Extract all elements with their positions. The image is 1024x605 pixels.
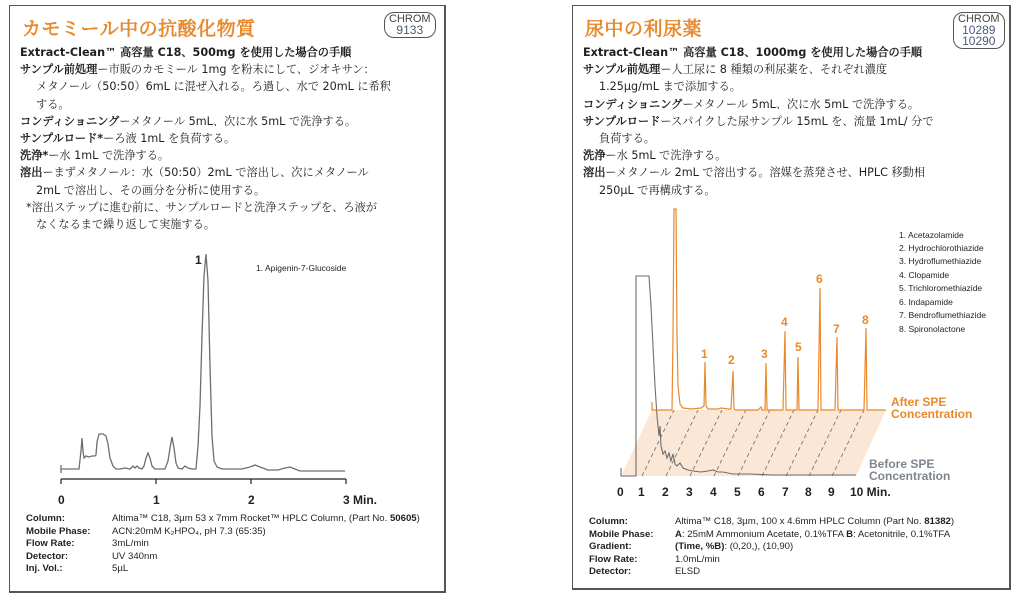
svg-text:5: 5 <box>795 340 802 354</box>
svg-text:6: 6 <box>758 485 765 499</box>
conditions-table <box>589 516 954 579</box>
step-text: 250µL で再構成する。 <box>599 183 716 197</box>
step-text: ーメタノール 2mL で溶出する。溶媒を蒸発させ、HPLC 移動相 <box>605 166 926 180</box>
step-text: ー市販のカモミール 1mg を粉末にして、ジオキサン： <box>97 63 375 77</box>
step-text: 1.25µg/mL まで添加する。 <box>599 80 741 94</box>
svg-text:6. Indapamide: 6. Indapamide <box>899 297 953 307</box>
svg-text:5: 5 <box>734 485 741 499</box>
svg-text:1: 1 <box>701 347 708 361</box>
spec-key: Inj. Vol.: <box>26 563 63 575</box>
svg-text:9: 9 <box>828 485 835 499</box>
svg-text:7: 7 <box>782 485 789 499</box>
chrom-number: 10289 <box>962 23 996 37</box>
after-spe-label: After SPE <box>891 395 947 409</box>
legend-item: 1. Apigenin-7-Glucoside <box>256 263 347 273</box>
step-text: ー水 5mL で洗浄する。 <box>605 149 727 163</box>
spec-key: Flow Rate: <box>26 538 75 550</box>
procedure-heading: Extract-Clean™ 高容量 C18、1000mg を使用した場合の手順 <box>583 46 923 59</box>
svg-text:10 Min.: 10 Min. <box>850 485 891 499</box>
step-text: 2mL で溶出し、その画分を分析に使用する。 <box>36 183 266 197</box>
step-text: ーろ液 1mL を負荷する。 <box>103 132 236 146</box>
procedure-heading: Extract-Clean™ 高容量 C18、500mg を使用した場合の手順 <box>20 46 352 59</box>
svg-text:8: 8 <box>805 485 812 499</box>
chromatogram-trace <box>61 254 345 473</box>
step-label: サンプルロード* <box>20 132 104 146</box>
svg-text:2. Hydrochlorothiazide: 2. Hydrochlorothiazide <box>899 243 984 253</box>
chamomile-antioxidants-panel <box>9 5 446 593</box>
svg-text:4: 4 <box>781 315 788 329</box>
spec-value: UV 340nm <box>112 550 158 562</box>
svg-text:4. Clopamide: 4. Clopamide <box>899 270 950 280</box>
spec-value: 1.0mL/min <box>675 553 720 565</box>
before-spe-label: Before SPE <box>869 457 935 471</box>
step-label: 溶出 <box>20 166 43 180</box>
step-label: コンディショニング <box>20 114 120 128</box>
compound-legend <box>899 230 986 334</box>
step-text: ーメタノール 5mL、次に水 5mL で洗浄する。 <box>119 114 357 128</box>
step-text: メタノール（50:50）6mL に混ぜ入れる。ろ過し、水で 20mL に希釈 <box>36 80 391 94</box>
svg-text:3: 3 <box>686 485 693 499</box>
chromatogram-left <box>10 6 447 594</box>
step-label: 洗浄* <box>20 149 49 163</box>
note-text: *溶出ステップに進む前に、サンプルロードと洗浄ステップを、ろ液が <box>26 200 377 214</box>
svg-text:4: 4 <box>710 485 717 499</box>
chromatogram-right <box>573 6 1012 591</box>
spec-value: Altima™ C18, 3µm 53 x 7mm Rocket™ HPLC Column, (Part No. 50605) <box>112 513 420 524</box>
step-label: サンプルロード <box>583 114 661 128</box>
spec-key: Flow Rate: <box>589 553 638 565</box>
panel-title: カモミール中の抗酸化物質 <box>22 18 256 40</box>
svg-text:2: 2 <box>662 485 669 499</box>
panel-title: 尿中の利尿薬 <box>585 18 703 40</box>
step-label: コンディショニング <box>583 97 683 111</box>
step-text: ー水 1mL で洗浄する。 <box>48 149 170 163</box>
spec-key: Column: <box>26 513 65 524</box>
step-label: 溶出 <box>583 166 606 180</box>
urine-diuretics-panel <box>572 5 1011 590</box>
spec-key: Column: <box>589 516 628 527</box>
x-tick: 2 <box>248 493 255 507</box>
step-text: 負荷する。 <box>599 132 655 146</box>
conditions-table <box>26 513 420 576</box>
spec-value: ELSD <box>675 566 701 578</box>
svg-text:0: 0 <box>617 485 624 499</box>
svg-text:3. Hydroflumethiazide: 3. Hydroflumethiazide <box>899 256 982 266</box>
chrom-number: 10290 <box>962 34 996 48</box>
svg-text:3: 3 <box>761 347 768 361</box>
spec-key: Mobile Phase: <box>589 528 654 540</box>
x-axis-ticks <box>617 485 891 499</box>
step-text: する。 <box>36 97 70 111</box>
spec-value: 5µL <box>112 563 129 575</box>
x-tick: 1 <box>153 493 160 507</box>
spec-value: A: 25mM Ammonium Acetate, 0.1%TFA B: Acetonitrile, 0.1%TFA <box>675 528 951 540</box>
peak-label: 1 <box>195 253 202 267</box>
svg-text:5. Trichloromethiazide: 5. Trichloromethiazide <box>899 283 983 293</box>
chrom-label: CHROM <box>958 13 1000 25</box>
svg-text:1: 1 <box>638 485 645 499</box>
spec-key: Mobile Phase: <box>26 525 91 537</box>
svg-text:2: 2 <box>728 353 735 367</box>
step-label: 洗浄 <box>583 149 606 163</box>
step-label: サンプル前処理 <box>583 63 661 77</box>
chrom-label: CHROM <box>389 13 431 25</box>
svg-text:6: 6 <box>816 272 823 286</box>
chrom-number: 9133 <box>396 23 424 37</box>
before-spe-label: Concentration <box>869 469 951 483</box>
after-spe-label: Concentration <box>891 407 973 421</box>
svg-text:7: 7 <box>833 322 840 336</box>
x-tick: 0 <box>58 493 65 507</box>
spec-value: Altima™ C18, 3µm, 100 x 4.6mm HPLC Column (Part No. 81382) <box>675 516 955 527</box>
spec-key: Detector: <box>589 566 632 578</box>
spec-value: 3mL/min <box>112 538 149 550</box>
spec-key: Detector: <box>26 550 69 562</box>
x-tick: 3 Min. <box>343 493 378 507</box>
note-text: なくなるまで繰り返して実施する。 <box>36 218 216 232</box>
step-text: ーまずメタノール：水（50:50）2mL で溶出し、次にメタノール <box>42 166 369 180</box>
step-text: ー人工尿に 8 種類の利尿薬を、それぞれ濃度 <box>660 63 888 77</box>
step-text: ーメタノール 5mL、次に水 5mL で洗浄する。 <box>682 97 920 111</box>
svg-text:1. Acetazolamide: 1. Acetazolamide <box>899 230 964 240</box>
svg-text:7. Bendroflumethiazide: 7. Bendroflumethiazide <box>899 310 986 320</box>
step-label: サンプル前処理 <box>20 63 98 77</box>
svg-text:8. Spironolactone: 8. Spironolactone <box>899 324 966 334</box>
spec-key: Gradient: <box>589 541 632 553</box>
step-text: ースパイクした尿サンプル 15mL を、流量 1mL/ 分で <box>660 114 934 128</box>
svg-text:8: 8 <box>862 313 869 327</box>
spec-value: ACN:20mM K₂HPO₄, pH 7.3 (65:35) <box>112 525 266 537</box>
after-spe-trace <box>652 209 886 410</box>
spec-value: (Time, %B): (0,20,), (10,90) <box>675 541 794 553</box>
